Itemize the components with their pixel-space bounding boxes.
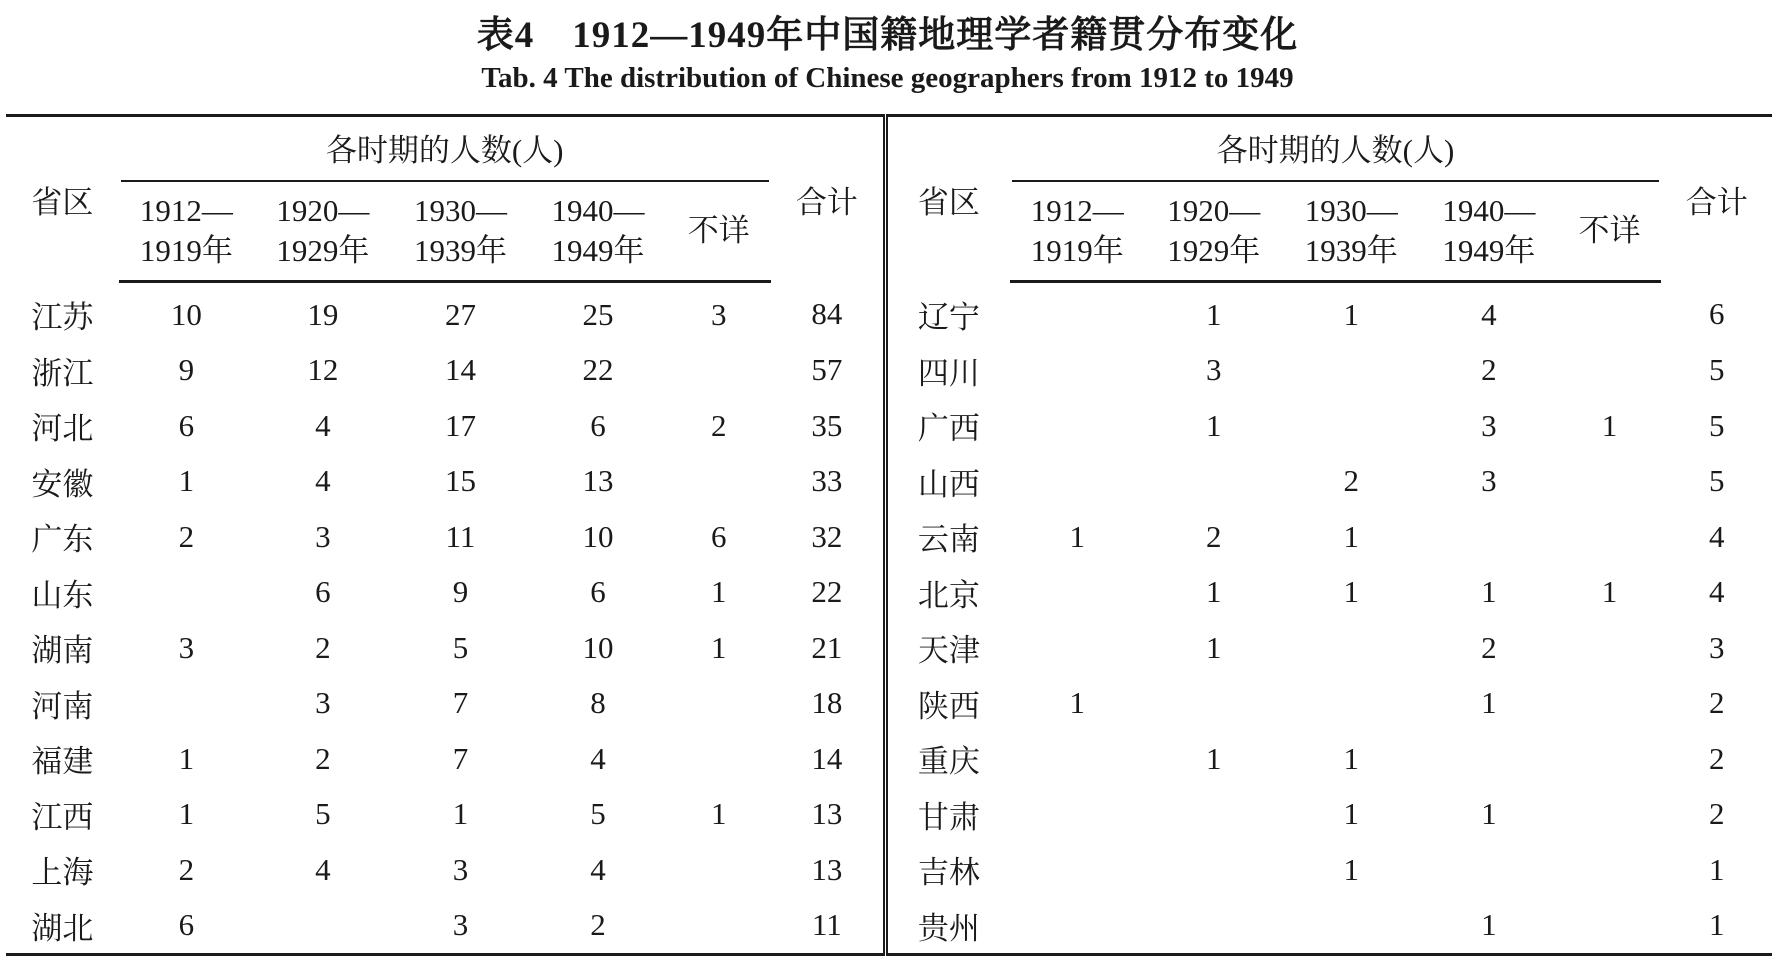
table-row [6, 343, 1772, 399]
period-count-cell [1145, 898, 1283, 955]
period-count-cell: 6 [178, 907, 195, 943]
table-header [6, 116, 1772, 282]
total-cell: 5 [1708, 352, 1725, 388]
province-cell: 四川 [886, 343, 1010, 399]
total-cell: 2 [1708, 685, 1725, 721]
period-count-cell: 4 [315, 407, 331, 443]
period-count-cell [1145, 676, 1283, 732]
period-count-cell: 14 [444, 352, 476, 388]
unknown-count-cell: 1 [710, 629, 727, 665]
header-period-group-label: 各时期的人数(人) [121, 117, 769, 182]
header-period-group-right [1010, 116, 1662, 183]
period-count-cell: 1 [1481, 907, 1497, 943]
header-period-group-left [119, 116, 771, 183]
total-cell: 84 [811, 296, 843, 331]
province-cell: 广西 [886, 398, 1010, 454]
period-count-cell: 2 [315, 629, 331, 665]
unknown-count-cell [1558, 842, 1662, 898]
table-row [6, 731, 1772, 787]
period-count-cell: 2 [1481, 629, 1497, 665]
period-count-cell [1010, 343, 1145, 399]
unknown-count-cell: 1 [710, 574, 727, 610]
unknown-count-cell [1558, 343, 1662, 399]
period-count-cell [1283, 676, 1421, 732]
period-count-cell: 3 [1205, 352, 1222, 388]
province-cell: 云南 [886, 509, 1010, 565]
province-cell: 江苏 [31, 299, 94, 335]
unknown-count-cell [667, 898, 771, 955]
province-cell: 安徽 [31, 466, 94, 502]
unknown-count-cell: 1 [710, 796, 727, 832]
period-count-cell: 4 [590, 740, 606, 776]
period-count-cell: 2 [1205, 518, 1222, 554]
province-cell: 河北 [31, 411, 94, 447]
period-count-cell: 25 [582, 296, 614, 332]
unknown-count-cell: 2 [710, 407, 727, 443]
total-cell: 4 [1708, 518, 1725, 554]
province-cell: 陕西 [886, 676, 1010, 732]
period-count-cell: 1 [1343, 796, 1360, 832]
header-period-1930-left: 1930— 1939年 [392, 182, 530, 282]
period-count-cell [1420, 842, 1558, 898]
period-count-cell: 3 [1481, 407, 1497, 443]
period-count-cell [1283, 398, 1421, 454]
period-count-cell: 1 [1343, 574, 1360, 610]
header-period-group-label: 各时期的人数(人) [1012, 117, 1660, 182]
period-count-cell: 9 [178, 352, 195, 388]
period-count-cell: 10 [170, 296, 202, 332]
province-cell: 甘肃 [886, 787, 1010, 843]
total-cell: 1 [1708, 907, 1725, 943]
period-count-cell: 1 [1343, 518, 1360, 554]
province-cell: 上海 [31, 855, 94, 891]
unknown-count-cell [1558, 620, 1662, 676]
period-count-cell: 2 [590, 907, 606, 943]
period-count-cell [1010, 620, 1145, 676]
period-count-cell: 3 [452, 907, 469, 943]
period-count-cell: 6 [178, 407, 195, 443]
table-row [6, 842, 1772, 898]
total-cell: 2 [1708, 796, 1725, 832]
total-cell: 2 [1708, 740, 1725, 776]
table-title-chinese: 表4 1912—1949年中国籍地理学者籍贯分布变化 [476, 15, 1299, 56]
unknown-count-cell [1558, 898, 1662, 955]
period-count-cell [119, 565, 254, 621]
total-cell: 4 [1708, 574, 1725, 610]
period-count-cell: 10 [582, 629, 614, 665]
period-count-cell: 1 [1205, 574, 1222, 610]
period-count-cell: 27 [444, 296, 476, 332]
header-unknown-right: 不详 [1558, 182, 1662, 282]
period-count-cell [1145, 842, 1283, 898]
period-count-cell [254, 898, 392, 955]
unknown-count-cell: 1 [1601, 407, 1618, 443]
geographers-distribution-table [6, 114, 1772, 956]
province-cell: 湖南 [31, 633, 94, 669]
period-count-cell: 1 [1205, 740, 1222, 776]
period-count-cell [1010, 787, 1145, 843]
period-count-cell: 3 [315, 685, 331, 721]
total-cell: 33 [811, 463, 843, 499]
province-cell: 辽宁 [886, 282, 1010, 343]
unknown-count-cell [1558, 676, 1662, 732]
period-count-cell: 11 [445, 518, 476, 554]
unknown-count-cell [667, 676, 771, 732]
period-count-cell: 4 [315, 463, 331, 499]
period-count-cell: 1 [1205, 296, 1222, 332]
table-title-english: Tab. 4 The distribution of Chinese geographers from 1912 to 1949 [481, 62, 1294, 94]
unknown-count-cell [1558, 787, 1662, 843]
province-cell: 吉林 [886, 842, 1010, 898]
header-unknown-left: 不详 [667, 182, 771, 282]
period-count-cell: 3 [1481, 463, 1497, 499]
period-count-cell: 6 [315, 574, 331, 610]
period-count-cell: 1 [1069, 685, 1086, 721]
period-count-cell: 2 [315, 740, 331, 776]
period-count-cell: 2 [178, 851, 195, 887]
unknown-count-cell [667, 454, 771, 510]
header-period-1912-right: 1912— 1919年 [1010, 182, 1145, 282]
total-cell: 13 [811, 796, 843, 832]
period-count-cell [1010, 454, 1145, 510]
table-container [6, 114, 1772, 956]
total-cell: 13 [811, 851, 843, 887]
total-cell: 5 [1708, 407, 1725, 443]
period-count-cell: 2 [1343, 463, 1360, 499]
period-count-cell: 1 [1481, 796, 1497, 832]
period-count-cell: 1 [1343, 740, 1360, 776]
table-row [6, 398, 1772, 454]
period-count-cell: 10 [582, 518, 614, 554]
period-count-cell: 1 [1343, 851, 1360, 887]
period-count-cell [1420, 731, 1558, 787]
total-cell: 21 [811, 629, 843, 665]
unknown-count-cell: 1 [1601, 574, 1618, 610]
total-cell: 5 [1708, 463, 1725, 499]
province-cell: 广东 [31, 522, 94, 558]
header-province-right: 省区 [886, 116, 1010, 282]
province-cell: 山西 [886, 454, 1010, 510]
period-count-cell: 5 [452, 629, 469, 665]
period-count-cell: 8 [590, 685, 606, 721]
header-period-1920-right: 1920— 1929年 [1145, 182, 1283, 282]
unknown-count-cell [667, 731, 771, 787]
unknown-count-cell [1558, 282, 1662, 343]
province-cell: 重庆 [886, 731, 1010, 787]
province-cell: 天津 [886, 620, 1010, 676]
period-count-cell: 1 [452, 796, 469, 832]
table-row [6, 509, 1772, 565]
period-count-cell [1010, 398, 1145, 454]
period-count-cell: 4 [315, 851, 331, 887]
province-cell: 江西 [31, 799, 94, 835]
total-cell: 11 [811, 907, 842, 943]
unknown-count-cell [667, 343, 771, 399]
period-count-cell: 1 [1205, 629, 1222, 665]
province-cell: 贵州 [886, 898, 1010, 955]
table-row [6, 787, 1772, 843]
header-period-1912-left: 1912— 1919年 [119, 182, 254, 282]
period-count-cell [1145, 454, 1283, 510]
period-count-cell [1010, 565, 1145, 621]
header-period-1930-right: 1930— 1939年 [1283, 182, 1421, 282]
total-cell: 57 [811, 352, 843, 388]
province-cell: 湖北 [31, 910, 94, 946]
period-count-cell: 19 [307, 296, 339, 332]
period-count-cell: 1 [1069, 518, 1086, 554]
period-count-cell [1010, 731, 1145, 787]
total-cell: 14 [811, 740, 843, 776]
period-count-cell: 1 [1481, 574, 1497, 610]
period-count-cell: 6 [590, 574, 606, 610]
header-period-1940-left: 1940— 1949年 [529, 182, 667, 282]
period-count-cell: 4 [590, 851, 606, 887]
table-row [6, 454, 1772, 510]
period-count-cell [1145, 787, 1283, 843]
period-count-cell [1010, 842, 1145, 898]
unknown-count-cell [667, 842, 771, 898]
period-count-cell: 12 [307, 352, 339, 388]
province-cell: 河南 [31, 688, 94, 724]
period-count-cell [119, 676, 254, 732]
period-count-cell [1010, 898, 1145, 955]
unknown-count-cell [1558, 454, 1662, 510]
period-count-cell: 1 [178, 463, 195, 499]
total-cell: 3 [1708, 629, 1725, 665]
table-row [6, 282, 1772, 343]
total-cell: 22 [811, 574, 843, 610]
unknown-count-cell: 6 [710, 518, 727, 554]
province-cell: 福建 [31, 744, 94, 780]
period-count-cell: 5 [315, 796, 331, 832]
header-period-1940-right: 1940— 1949年 [1420, 182, 1558, 282]
period-count-cell: 7 [452, 685, 469, 721]
unknown-count-cell [1558, 509, 1662, 565]
period-count-cell: 1 [1205, 407, 1222, 443]
period-count-cell: 3 [315, 518, 331, 554]
province-cell: 北京 [886, 565, 1010, 621]
period-count-cell: 22 [582, 352, 614, 388]
period-count-cell: 2 [178, 518, 195, 554]
province-cell: 浙江 [31, 355, 94, 391]
period-count-cell [1283, 898, 1421, 955]
table-body [6, 282, 1772, 955]
period-count-cell [1283, 343, 1421, 399]
period-count-cell: 1 [1343, 296, 1360, 332]
header-total-right: 合计 [1685, 184, 1748, 220]
period-count-cell: 1 [1481, 685, 1497, 721]
period-count-cell [1283, 620, 1421, 676]
unknown-count-cell [1558, 731, 1662, 787]
total-cell: 35 [811, 407, 843, 443]
table-row [6, 676, 1772, 732]
table-row [6, 898, 1772, 955]
period-count-cell: 1 [178, 796, 195, 832]
period-count-cell: 3 [178, 629, 195, 665]
period-count-cell [1420, 509, 1558, 565]
period-count-cell: 3 [452, 851, 469, 887]
period-count-cell: 7 [452, 740, 469, 776]
total-cell: 32 [811, 518, 843, 554]
period-count-cell: 17 [444, 407, 476, 443]
header-period-1920-left: 1920— 1929年 [254, 182, 392, 282]
period-count-cell: 4 [1481, 296, 1497, 332]
period-count-cell [1010, 282, 1145, 343]
period-count-cell: 6 [590, 407, 606, 443]
period-count-cell: 9 [452, 574, 469, 610]
period-count-cell: 15 [444, 463, 476, 499]
province-cell: 山东 [31, 577, 94, 613]
period-count-cell: 13 [582, 463, 614, 499]
period-count-cell: 2 [1481, 352, 1497, 388]
period-count-cell: 5 [590, 796, 606, 832]
total-cell: 18 [811, 685, 843, 721]
total-cell: 6 [1708, 296, 1725, 331]
header-total-left: 合计 [795, 184, 858, 220]
table-row [6, 620, 1772, 676]
table-row [6, 565, 1772, 621]
unknown-count-cell: 3 [710, 296, 727, 332]
total-cell: 1 [1708, 851, 1725, 887]
period-count-cell: 1 [178, 740, 195, 776]
header-province-left: 省区 [31, 184, 94, 220]
